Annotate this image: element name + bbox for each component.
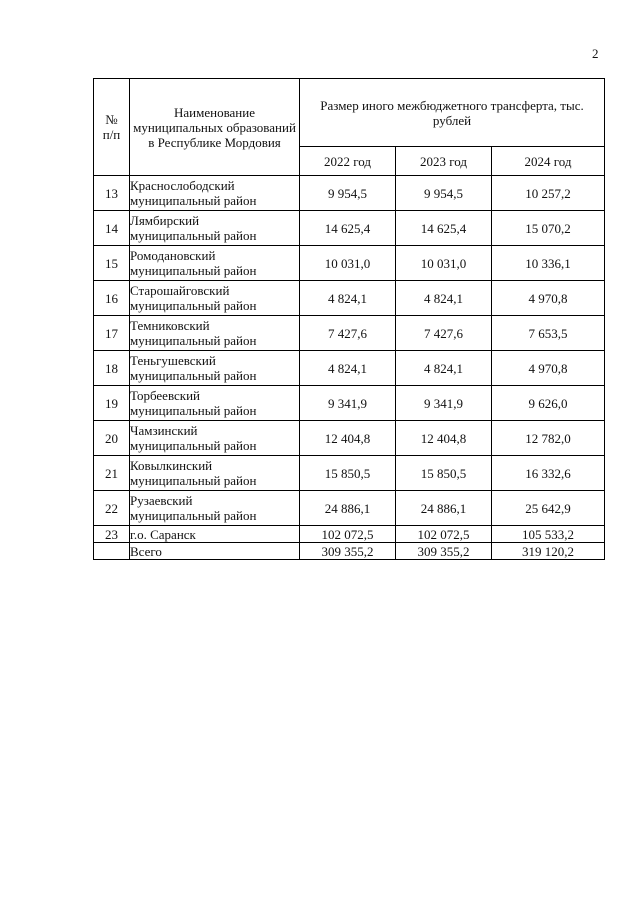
value-2022: 15 850,5 <box>300 456 396 491</box>
table-row <box>94 386 605 421</box>
municipality-name <box>130 246 300 281</box>
header-year-2023: 2023 год <box>396 147 492 176</box>
municipality-name <box>130 421 300 456</box>
municipality-name <box>130 316 300 351</box>
value-2022: 12 404,8 <box>300 421 396 456</box>
value-2023: 4 824,1 <box>396 351 492 386</box>
table-row <box>94 246 605 281</box>
header-municipality: Наименование муниципальных образований в Республике Мордовия <box>130 79 300 176</box>
table-row <box>94 491 605 526</box>
value-2023: 4 824,1 <box>396 281 492 316</box>
transfer-table <box>93 78 605 560</box>
row-number: 21 <box>94 456 130 491</box>
value-2024: 15 070,2 <box>492 211 605 246</box>
municipality-name-line1: Чамзинский <box>130 423 198 438</box>
table-row <box>94 456 605 491</box>
value-2023: 15 850,5 <box>396 456 492 491</box>
value-2024: 9 626,0 <box>492 386 605 421</box>
header-year-2024: 2024 год <box>492 147 605 176</box>
row-number: 16 <box>94 281 130 316</box>
value-2023: 12 404,8 <box>396 421 492 456</box>
table-body <box>94 176 605 560</box>
row-number: 13 <box>94 176 130 211</box>
table-row <box>94 211 605 246</box>
table-row <box>94 421 605 456</box>
value-2022: 4 824,1 <box>300 281 396 316</box>
page-number: 2 <box>592 46 599 61</box>
table-row-saransk <box>94 526 605 543</box>
value-2022: 4 824,1 <box>300 351 396 386</box>
row-number <box>94 543 130 560</box>
municipality-name-line2: муниципальный район <box>130 228 257 243</box>
value-2023: 9 954,5 <box>396 176 492 211</box>
municipality-name <box>130 351 300 386</box>
municipality-name <box>130 281 300 316</box>
municipality-name: г.о. Саранск <box>130 526 300 543</box>
header-number-label: п/п <box>102 127 121 142</box>
municipality-name <box>130 491 300 526</box>
municipality-name-line2: муниципальный район <box>130 193 257 208</box>
value-2022: 7 427,6 <box>300 316 396 351</box>
municipality-name-line2: муниципальный район <box>130 298 257 313</box>
header-number <box>94 79 130 176</box>
value-2023: 10 031,0 <box>396 246 492 281</box>
municipality-name-line1: Лямбирский <box>130 213 200 228</box>
municipality-name-line2: муниципальный район <box>130 508 257 523</box>
value-2024: 16 332,6 <box>492 456 605 491</box>
row-number: 19 <box>94 386 130 421</box>
header-transfer-size: Размер иного межбюджетного трансферта, тыс. рублей <box>300 79 605 147</box>
total-2024: 319 120,2 <box>492 543 605 560</box>
row-number: 20 <box>94 421 130 456</box>
municipality-name-line1: Краснослободский <box>130 178 235 193</box>
value-2024: 4 970,8 <box>492 351 605 386</box>
row-number: 14 <box>94 211 130 246</box>
municipality-name-line1: Ковылкинский <box>130 458 213 473</box>
row-number: 15 <box>94 246 130 281</box>
municipality-name-line2: муниципальный район <box>130 473 257 488</box>
table-row <box>94 281 605 316</box>
header-year-2022: 2022 год <box>300 147 396 176</box>
total-label: Всего <box>130 543 300 560</box>
table-row <box>94 176 605 211</box>
value-2023: 7 427,6 <box>396 316 492 351</box>
value-2022: 9 341,9 <box>300 386 396 421</box>
municipality-name <box>130 176 300 211</box>
municipality-name-line2: муниципальный район <box>130 403 257 418</box>
value-2023: 102 072,5 <box>396 526 492 543</box>
value-2024: 10 336,1 <box>492 246 605 281</box>
table-row <box>94 316 605 351</box>
value-2024: 12 782,0 <box>492 421 605 456</box>
value-2024: 105 533,2 <box>492 526 605 543</box>
municipality-name-line1: Теньгушевский <box>130 353 216 368</box>
municipality-name-line1: Рузаевский <box>130 493 193 508</box>
value-2024: 7 653,5 <box>492 316 605 351</box>
municipality-name-line2: муниципальный район <box>130 263 257 278</box>
municipality-name-line2: муниципальный район <box>130 333 257 348</box>
municipality-name-line1: Старошайговский <box>130 283 230 298</box>
value-2022: 14 625,4 <box>300 211 396 246</box>
value-2023: 9 341,9 <box>396 386 492 421</box>
row-number: 22 <box>94 491 130 526</box>
table-row-total <box>94 543 605 560</box>
total-2022: 309 355,2 <box>300 543 396 560</box>
value-2022: 9 954,5 <box>300 176 396 211</box>
municipality-name-line2: муниципальный район <box>130 438 257 453</box>
total-2023: 309 355,2 <box>396 543 492 560</box>
value-2024: 4 970,8 <box>492 281 605 316</box>
row-number: 23 <box>94 526 130 543</box>
value-2024: 25 642,9 <box>492 491 605 526</box>
row-number: 17 <box>94 316 130 351</box>
value-2024: 10 257,2 <box>492 176 605 211</box>
row-number: 18 <box>94 351 130 386</box>
value-2023: 14 625,4 <box>396 211 492 246</box>
table-row <box>94 351 605 386</box>
value-2023: 24 886,1 <box>396 491 492 526</box>
header-number-symbol: № <box>105 112 118 127</box>
municipality-name-line1: Темниковский <box>130 318 210 333</box>
municipality-name <box>130 386 300 421</box>
municipality-name <box>130 211 300 246</box>
municipality-name-line1: Торбеевский <box>130 388 201 403</box>
municipality-name-line2: муниципальный район <box>130 368 257 383</box>
municipality-name <box>130 456 300 491</box>
value-2022: 24 886,1 <box>300 491 396 526</box>
value-2022: 10 031,0 <box>300 246 396 281</box>
value-2022: 102 072,5 <box>300 526 396 543</box>
municipality-name-line1: Ромодановский <box>130 248 216 263</box>
